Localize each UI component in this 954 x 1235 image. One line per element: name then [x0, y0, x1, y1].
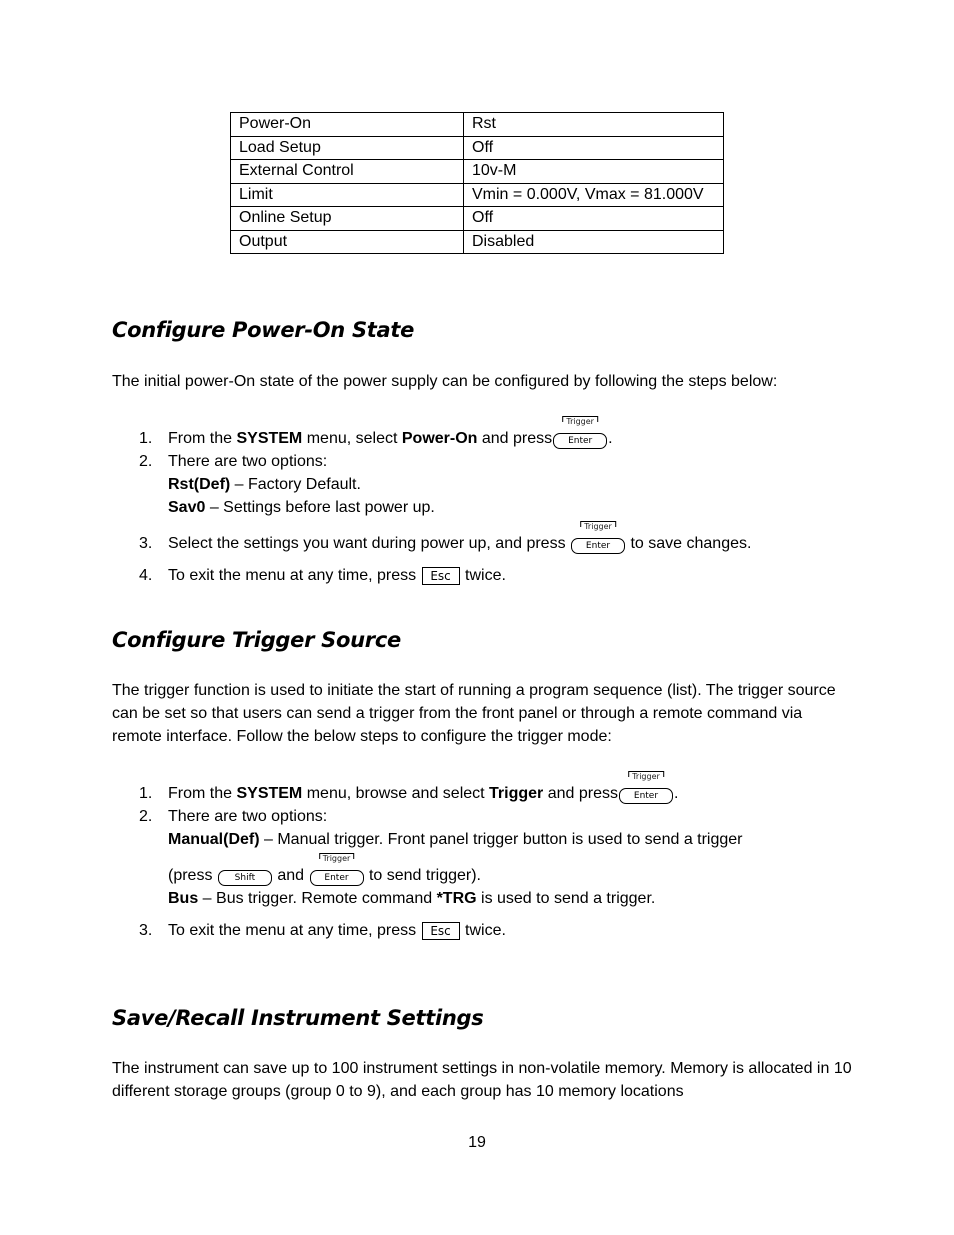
esc-key-icon: Esc [422, 567, 460, 585]
enter-key-icon: Trigger Enter [553, 433, 607, 449]
table-row [231, 183, 724, 207]
enter-key-icon: Trigger Enter [571, 538, 625, 554]
power-on-step-3: Select the settings you want during power up, and press Trigger Enter to save changes. [168, 522, 752, 552]
setting-name: Limit [231, 183, 464, 207]
setting-name: Output [231, 230, 464, 254]
trigger-intro: The trigger function is used to initiate the start of running a program sequence (list). The trigger source can be set so that users can send a trigger from the front panel or through a remote command via remote interface. Follow the below steps to configure the trigger mode: [112, 682, 836, 745]
power-on-step-1: From the SYSTEM menu, select Power-On and press Trigger Enter . [168, 417, 613, 447]
table-row [231, 136, 724, 160]
step-number: 2. [139, 808, 153, 825]
power-on-option-rst: Rst(Def) – Factory Default. [168, 476, 361, 493]
shift-key-icon: Shift [218, 870, 272, 886]
setting-value: Disabled [464, 230, 724, 254]
trigger-step-3: To exit the menu at any time, press Esc twice. [168, 922, 506, 939]
settings-table [230, 112, 724, 254]
trigger-label: Trigger [580, 521, 616, 531]
setting-name: Power-On [231, 113, 464, 137]
enter-key-icon: Trigger Enter [619, 788, 673, 804]
setting-name: Load Setup [231, 136, 464, 160]
setting-name: Online Setup [231, 207, 464, 231]
setting-value: Rst [464, 113, 724, 137]
trigger-step-2: There are two options: [168, 808, 328, 825]
table-row [231, 207, 724, 231]
trigger-option-bus: Bus – Bus trigger. Remote command *TRG is used to send a trigger. [168, 890, 656, 907]
table-row [231, 160, 724, 184]
trigger-option-manual: Manual(Def) – Manual trigger. Front panel trigger button is used to send a trigger [168, 831, 743, 848]
trigger-option-manual-press: (press Shift and Trigger Enter to send trigger). [168, 854, 481, 884]
section-heading-save-recall: Save/Recall Instrument Settings [112, 1006, 484, 1030]
enter-key-icon: Trigger Enter [310, 870, 364, 886]
trigger-label: Trigger [628, 771, 664, 781]
section-heading-trigger: Configure Trigger Source [112, 628, 401, 652]
trigger-label: Trigger [562, 416, 598, 426]
power-on-option-sav0: Sav0 – Settings before last power up. [168, 499, 435, 516]
setting-value: 10v-M [464, 160, 724, 184]
setting-value: Off [464, 207, 724, 231]
table-row [231, 230, 724, 254]
step-number: 3. [139, 922, 153, 939]
table-row [231, 113, 724, 137]
esc-key-icon: Esc [422, 922, 460, 940]
setting-value: Off [464, 136, 724, 160]
step-number: 1. [139, 785, 153, 802]
power-on-intro: The initial power-On state of the power supply can be configured by following the steps below: [112, 373, 778, 390]
trigger-label: Trigger [319, 853, 355, 863]
step-number: 1. [139, 430, 153, 447]
page-number: 19 [468, 1134, 486, 1151]
setting-name: External Control [231, 160, 464, 184]
trigger-step-1: From the SYSTEM menu, browse and select Trigger and press Trigger Enter . [168, 772, 679, 802]
step-number: 4. [139, 567, 153, 584]
power-on-step-2: There are two options: [168, 453, 328, 470]
step-number: 3. [139, 535, 153, 552]
section-heading-power-on: Configure Power-On State [112, 318, 415, 342]
power-on-step-4: To exit the menu at any time, press Esc twice. [168, 567, 506, 584]
setting-value: Vmin = 0.000V, Vmax = 81.000V [464, 183, 724, 207]
save-recall-intro: The instrument can save up to 100 instrument settings in non-volatile memory. Memory is allocated in 10 different storage groups (group 0 to 9), and each group has 10 memory locations [112, 1060, 852, 1100]
step-number: 2. [139, 453, 153, 470]
